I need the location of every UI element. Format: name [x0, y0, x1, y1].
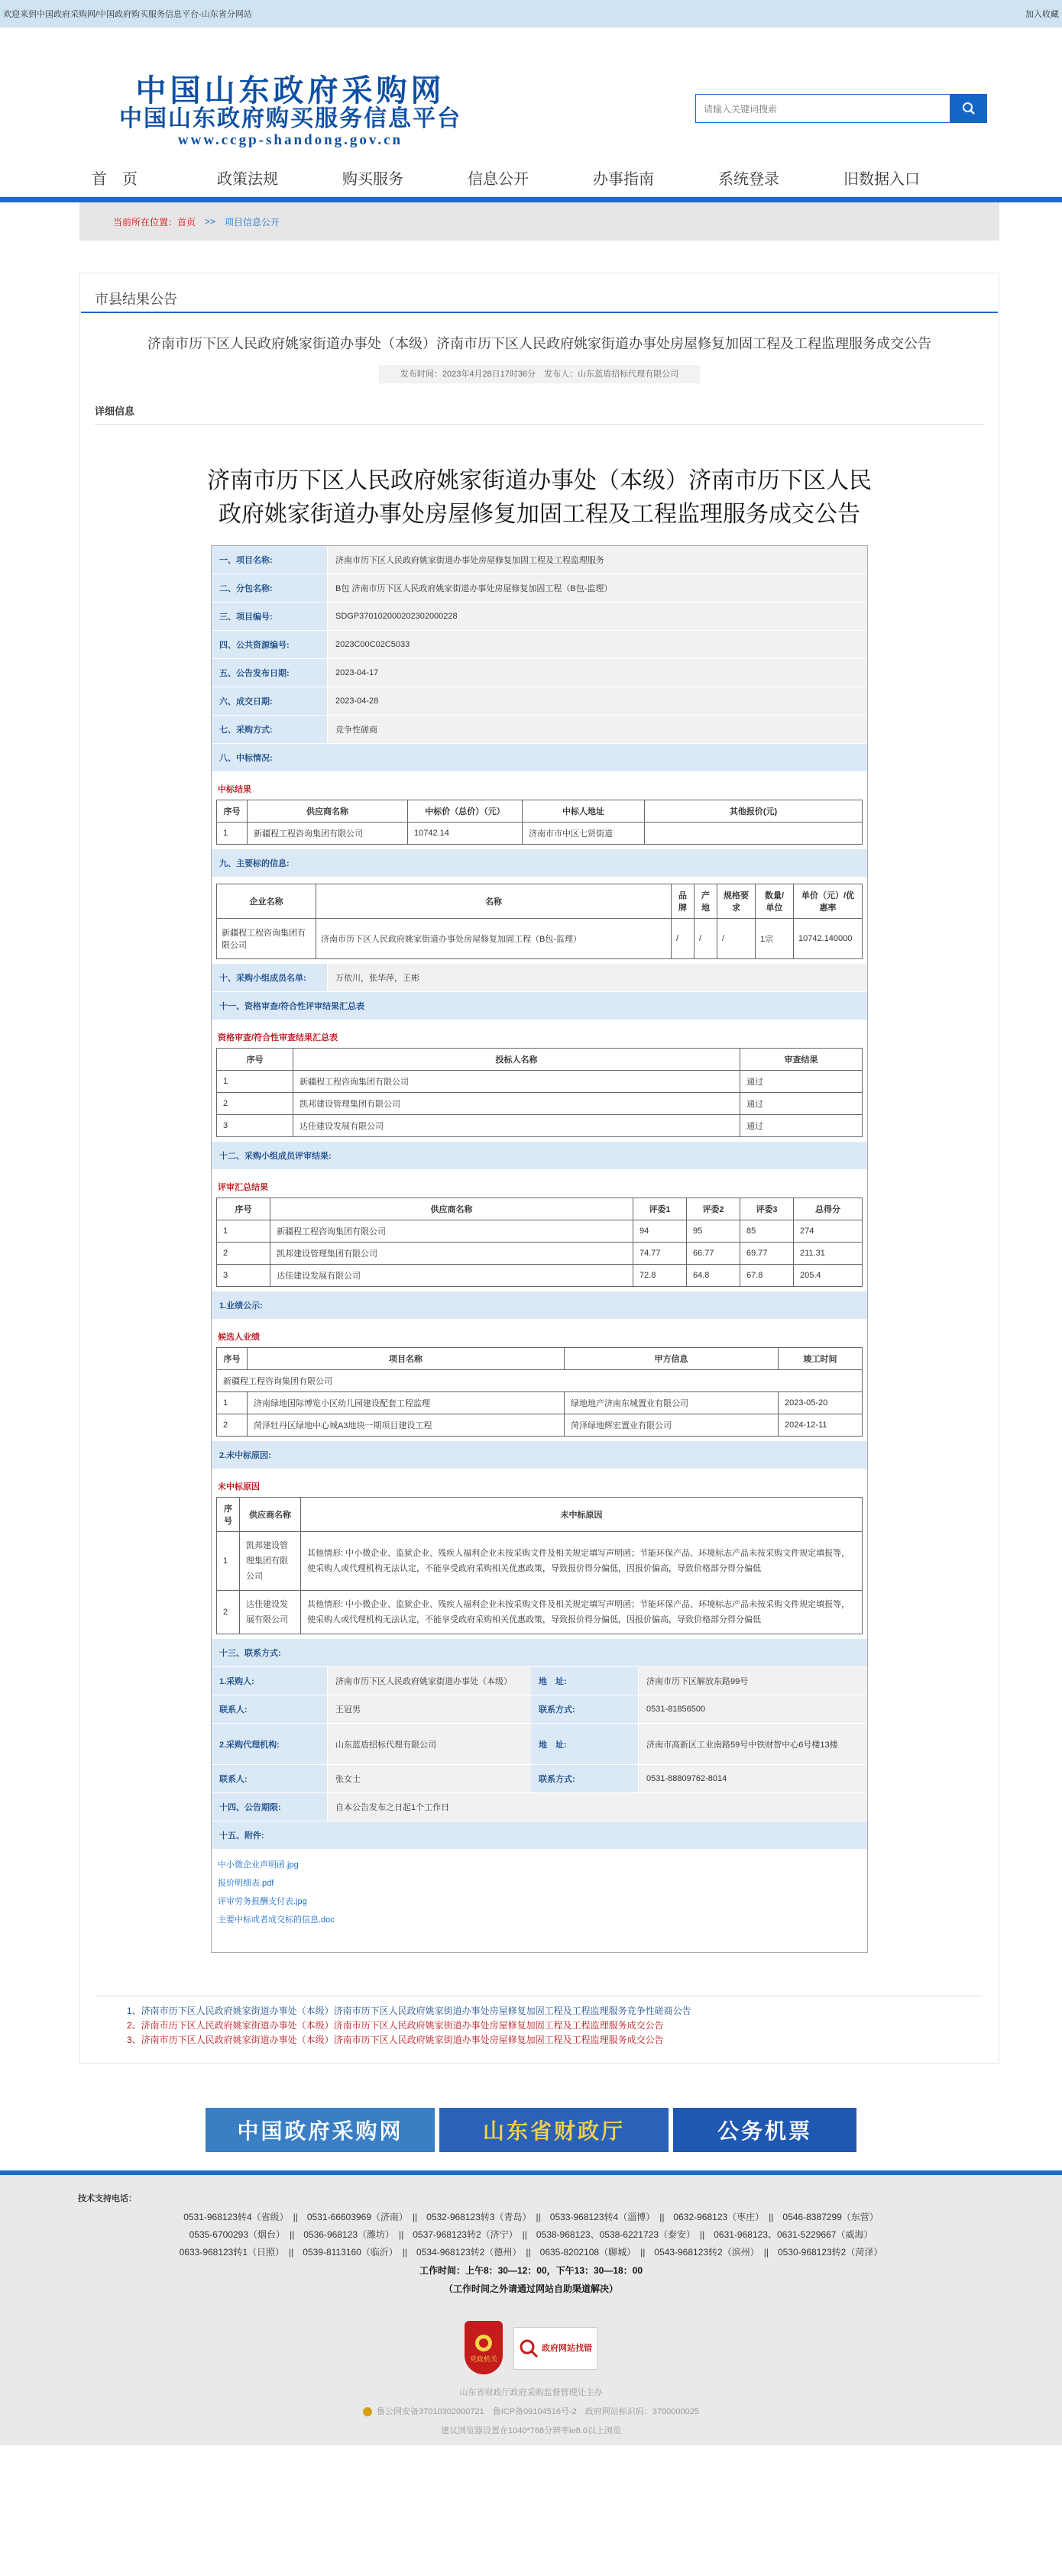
- table-cell: 3: [217, 1265, 270, 1287]
- nav-item[interactable]: 购买服务: [342, 170, 403, 188]
- table-cell: 达佳建设发展有限公司: [270, 1265, 633, 1287]
- footer-icp: [0, 2403, 1062, 2422]
- attachment-link[interactable]: 主要中标或者成交标的信息.doc: [218, 1915, 335, 1925]
- table-cell: 2: [217, 1591, 240, 1634]
- panel-row: [212, 964, 867, 992]
- contact-value: 济南市历下区人民政府姚家街道办事处（本级）: [328, 1667, 531, 1695]
- top-bar: [0, 0, 1062, 27]
- table-cell: 10742.140000: [794, 919, 863, 959]
- panel-key: 十、采购小组成员名单:: [212, 964, 328, 991]
- table-row: [217, 1115, 863, 1137]
- table-row: [217, 1243, 863, 1265]
- contact-value: 王冠男: [328, 1695, 531, 1723]
- info-value: 竞争性磋商: [328, 716, 867, 743]
- related-link[interactable]: 2、济南市历下区人民政府姚家街道办事处（本级）济南市历下区人民政府姚家街道办事处房屋修复加固工程及工程监理服务成交公告: [127, 2020, 664, 2031]
- related-link[interactable]: 3、济南市历下区人民政府姚家街道办事处（本级）济南市历下区人民政府姚家街道办事处房屋修复加固工程及工程监理服务成交公告: [127, 2035, 664, 2045]
- table-row: [217, 1591, 863, 1634]
- tech-support-label: 技术支持电话：: [78, 2194, 137, 2203]
- work-hours: 工作时间：上午8：30—12：00，下午13：30—18：00: [419, 2265, 643, 2276]
- table-row: [217, 1093, 863, 1115]
- column-header: 规格要求: [717, 884, 756, 919]
- table-cell: 凯邦建设管理集团有限公司: [240, 1532, 301, 1591]
- table-cell: 85: [740, 1220, 794, 1243]
- column-header: 评委1: [633, 1198, 687, 1220]
- winner-subtitle: 中标结果: [218, 785, 251, 794]
- detail-label: 详细信息: [95, 403, 984, 425]
- contact-key: 联系人:: [212, 1765, 328, 1792]
- column-header: 竣工时间: [779, 1348, 863, 1370]
- column-header: 序号: [217, 1498, 240, 1532]
- banner-finance-label: 山东省财政厅: [482, 2119, 625, 2144]
- table-header-row: [217, 1198, 863, 1220]
- table-row: [217, 823, 863, 845]
- column-header: 审查结果: [740, 1049, 863, 1071]
- nav-item[interactable]: 首 页: [92, 170, 138, 188]
- table-cell: 新疆程工程咨询集团有限公司: [270, 1220, 633, 1243]
- site-error-report-badge[interactable]: [513, 2327, 597, 2370]
- table-row: [217, 1265, 863, 1287]
- table-cell: 绿地地产济南东城置业有限公司: [565, 1392, 779, 1414]
- nav-item[interactable]: 办事指南: [593, 170, 654, 188]
- table-header-row: [217, 1049, 863, 1071]
- table-cell: 1宗: [756, 919, 794, 959]
- article-title: 济南市历下区人民政府姚家街道办事处（本级）济南市历下区人民政府姚家街道办事处房屋修复加固工程及工程监理服务成交公告: [147, 336, 931, 351]
- table-cell: 其他情形: 中小微企业、监狱企业、残疾人福利企业未按采购文件及相关规定填写声明函；节能环保产品、环境标志产品未按采购文件规定填报等，使采购人或代理机构无法认定，不能享受政府采购相关优惠政策，导致报价得分偏低，因报价偏高，导致价格部分得分偏低: [301, 1591, 863, 1634]
- table-cell: /: [695, 919, 717, 959]
- winner-band: 八、中标情况:: [212, 744, 867, 772]
- info-key: 四、公共资源编号:: [212, 631, 328, 658]
- table-cell: 2024-12-11: [779, 1414, 863, 1437]
- support-phones: [0, 2209, 1062, 2261]
- table-cell: 新疆程工程咨询集团有限公司: [217, 919, 316, 959]
- column-header: 单价（元）/优惠率: [794, 884, 863, 919]
- lose-table: [216, 1497, 863, 1634]
- table-cell: 10742.14: [408, 823, 523, 845]
- announcement-document: [211, 545, 868, 1953]
- badge2-label: 政府网站找错: [542, 2344, 592, 2353]
- column-header: 未中标原因: [301, 1498, 863, 1532]
- table-row: [217, 1370, 863, 1392]
- table-cell: 205.4: [794, 1265, 863, 1287]
- column-header: 中标价（总价）（元）: [408, 800, 523, 823]
- info-value: 2023-04-28: [328, 687, 867, 715]
- search-box: [695, 94, 987, 123]
- table-cell: 74.77: [633, 1243, 687, 1265]
- table-header-row: [217, 800, 863, 823]
- notice-period-key: 十四、公告期限:: [212, 1793, 328, 1821]
- info-value: SDGP370102000202302000228: [328, 603, 867, 630]
- table-cell: /: [717, 919, 756, 959]
- scores-table: [216, 1198, 863, 1287]
- badge1-label: 党政机关: [469, 2355, 497, 2363]
- table-cell: 达佳建设发展有限公司: [240, 1591, 301, 1634]
- column-header: 评委2: [687, 1198, 740, 1220]
- qual-subtitle: 资格审查/符合性审查结果汇总表: [218, 1033, 338, 1042]
- table-cell: 2: [217, 1414, 248, 1437]
- column-header: 投标人名称: [293, 1049, 740, 1071]
- contact-value-2: 济南市历下区解放东路99号: [638, 1667, 867, 1695]
- column-header: 总得分: [794, 1198, 863, 1220]
- info-row: [212, 716, 867, 744]
- table-cell: 2023-05-20: [779, 1392, 863, 1414]
- contact-row: [212, 1695, 867, 1724]
- info-key: 三、项目编号:: [212, 603, 328, 630]
- table-cell: 新疆程工程咨询集团有限公司: [293, 1071, 740, 1093]
- perf-company: 新疆程工程咨询集团有限公司: [217, 1370, 863, 1392]
- column-header: 甲方信息: [565, 1348, 779, 1370]
- column-header: 序号: [217, 1049, 293, 1071]
- logo-line-1: 中国山东政府采购网: [135, 73, 445, 108]
- table-cell: 211.31: [794, 1243, 863, 1265]
- related-list: [96, 1996, 983, 2048]
- perf-band: 1.业绩公示:: [212, 1291, 867, 1320]
- table-row: [217, 1392, 863, 1414]
- search-button[interactable]: [950, 94, 987, 123]
- column-header: 序号: [217, 1198, 270, 1220]
- search-input[interactable]: 请输入关键词搜索: [695, 94, 950, 123]
- table-cell: 1: [217, 823, 248, 845]
- nav-item[interactable]: 政策法规: [217, 170, 278, 188]
- contact-key: 2.采购代理机构:: [212, 1724, 328, 1764]
- column-header: 序号: [217, 1348, 248, 1370]
- table-cell: 通过: [740, 1093, 863, 1115]
- table-row: [217, 919, 863, 959]
- table-row: [217, 1220, 863, 1243]
- table-cell: 274: [794, 1220, 863, 1243]
- column-header: 供应商名称: [248, 800, 408, 823]
- logo-url: www.ccgp-shandong.gov.cn: [177, 132, 403, 148]
- document-title: [157, 464, 921, 532]
- contact-band: 十三、联系方式:: [212, 1639, 867, 1667]
- table-cell: 72.8: [633, 1265, 687, 1287]
- table-cell: 济南绿地国际博览小区幼儿园建设配套工程监理: [248, 1392, 565, 1414]
- column-header: 其他报价(元): [645, 800, 863, 823]
- contact-row: [212, 1765, 867, 1793]
- footer-icp-text: 鲁公网安备37010302000721 鲁ICP备09104516号-2 政府网站标识码：3700000025: [377, 2407, 699, 2416]
- info-key: 五、公告发布日期:: [212, 659, 328, 687]
- notice-period-value: 自本公告发布之日起1个工作日: [328, 1793, 867, 1821]
- panel-value: 万依川，张华萍，王彬: [328, 964, 867, 991]
- table-cell: 1: [217, 1392, 248, 1414]
- table-cell: 3: [217, 1115, 293, 1137]
- site-footer: [0, 2175, 1062, 2445]
- contact-value-2: 济南市高新区工业南路59号中铁财智中心6号楼13楼: [638, 1724, 867, 1764]
- site-logo[interactable]: [92, 75, 489, 150]
- table-row: [217, 1071, 863, 1093]
- table-cell: 66.77: [687, 1243, 740, 1265]
- contact-key: 联系人:: [212, 1695, 328, 1723]
- table-row: [217, 1532, 863, 1591]
- section-title: 市县结果公告: [81, 273, 998, 313]
- table-cell: 通过: [740, 1071, 863, 1093]
- contact-key-2: 地 址:: [531, 1724, 638, 1764]
- police-icon: [363, 2407, 372, 2416]
- document-title-line-2: 政府姚家街道办事处房屋修复加固工程及工程监理服务成交公告: [219, 501, 860, 528]
- info-key: 一、项目名称:: [212, 546, 328, 574]
- info-value: 2023-04-17: [328, 659, 867, 687]
- column-header: 中标人地址: [523, 800, 645, 823]
- table-cell: 1: [217, 1220, 270, 1243]
- table-cell: 达佳建设发展有限公司: [293, 1115, 740, 1137]
- table-cell: 1: [217, 1532, 240, 1591]
- table-cell: 95: [687, 1220, 740, 1243]
- info-key: 七、采购方式:: [212, 716, 328, 743]
- contact-key: 1.采购人:: [212, 1667, 328, 1695]
- table-cell: 2: [217, 1243, 270, 1265]
- lose-subtitle: 未中标原因: [218, 1482, 260, 1492]
- site-header: [0, 27, 1062, 157]
- table-cell: 济南市市中区七贤街道: [523, 823, 645, 845]
- document-title-line-1: 济南市历下区人民政府姚家街道办事处（本级）济南市历下区人民: [207, 467, 872, 494]
- related-link[interactable]: 1、济南市历下区人民政府姚家街道办事处（本级）济南市历下区人民政府姚家街道办事处房屋修复加固工程及工程监理服务竞争性磋商公告: [127, 2006, 691, 2016]
- breadcrumb-home[interactable]: 当前所在位置：首页: [113, 216, 196, 228]
- winner-table: [216, 800, 863, 845]
- scores-subtitle: 评审汇总结果: [218, 1183, 268, 1192]
- phone-line: 0535-6700293（烟台） || 0536-968123（潍坊） || 0537-968123转2（济宁） || 0538-968123、0538-6221723（泰安） || 0631-968123、0631-5229667（威海）: [189, 2229, 873, 2240]
- party-government-badge[interactable]: [465, 2321, 503, 2374]
- contact-key-2: 联系方式:: [531, 1695, 638, 1723]
- table-cell: 其他情形: 中小微企业、监狱企业、残疾人福利企业未按采购文件及相关规定填写声明函；节能环保产品、环境标志产品未按采购文件规定填报等，使采购人或代理机构无法认定，不能享受政府采购相关优惠政策，导致报价得分偏低，因报价偏高，导致价格部分得分偏低: [301, 1532, 863, 1591]
- items-table: [216, 884, 863, 959]
- magnifier-icon: [519, 2338, 539, 2358]
- table-cell: 64.8: [687, 1265, 740, 1287]
- contact-key-2: 地 址:: [531, 1667, 638, 1695]
- info-row: [212, 546, 867, 574]
- qual-table: [216, 1048, 863, 1137]
- logo-line-2: 中国山东政府购买服务信息平台: [119, 105, 461, 132]
- info-key: 六、成交日期:: [212, 687, 328, 715]
- main-nav: [0, 157, 1062, 197]
- column-header: 名称: [316, 884, 672, 919]
- contact-value: 山东蓝盾招标代理有限公司: [328, 1724, 531, 1764]
- table-cell: 菏泽牡丹区绿地中心城A3地块一期项目建设工程: [248, 1414, 565, 1437]
- column-header: 项目名称: [248, 1348, 565, 1370]
- banner-flight-tickets[interactable]: [673, 2108, 856, 2152]
- breadcrumb-separator: >>: [205, 216, 216, 227]
- phone-line: 0531-968123转4（省级） || 0531-66603969（济南） || 0532-968123转3（青岛） || 0533-968123转4（淄博） || 0632-968123（枣庄） || 0546-8387299（东营）: [183, 2212, 879, 2222]
- contact-value: 张女士: [328, 1765, 531, 1792]
- phone-line: 0633-968123转1（日照） || 0539-8113160（临沂） || 0534-968123转2（德州） || 0635-8202108（聊城） || 0543-968123转2（滨州） || 0530-968123转2（菏泽）: [179, 2247, 883, 2258]
- info-row: [212, 687, 867, 716]
- table-row: [217, 1414, 863, 1437]
- lose-band: 2.未中标原因:: [212, 1441, 867, 1469]
- column-header: 品牌: [672, 884, 695, 919]
- welcome-text: 欢迎来到中国政府采购网/中国政府购买服务信息平台-山东省分网站: [3, 10, 252, 19]
- table-cell: [645, 823, 863, 845]
- banner-flight-label: 公务机票: [717, 2119, 812, 2144]
- banner-ccgp-label: 中国政府采购网: [237, 2119, 403, 2144]
- table-cell: 菏泽绿地辉宏置业有限公司: [565, 1414, 779, 1437]
- column-header: 序号: [217, 800, 248, 823]
- work-hours-note: （工作时间之外请通过网站自助渠道解决）: [443, 2283, 618, 2294]
- info-key: 二、分包名称:: [212, 574, 328, 602]
- banner-finance-dept[interactable]: [439, 2108, 669, 2152]
- footer-browser-note: 建议浏览器设置在1040*768分辨率ie8.0以上浏览: [441, 2426, 621, 2435]
- table-cell: 94: [633, 1220, 687, 1243]
- nav-item[interactable]: 系统登录: [718, 170, 779, 188]
- info-value: 2023C00C02C5033: [328, 631, 867, 658]
- perf-subtitle: 候选人业绩: [218, 1333, 260, 1342]
- column-header: 数量/单位: [756, 884, 794, 919]
- contact-key-2: 联系方式:: [531, 1765, 638, 1792]
- table-header-row: [217, 1498, 863, 1532]
- banner-strip: [0, 2108, 1062, 2152]
- info-row: [212, 631, 867, 659]
- column-header: 供应商名称: [270, 1198, 633, 1220]
- breadcrumb-current[interactable]: 项目信息公开: [225, 216, 280, 228]
- info-value: B包 济南市历下区人民政府姚家街道办事处房屋修复加固工程（B包-监理）: [328, 574, 867, 602]
- info-value: 济南市历下区人民政府姚家街道办事处房屋修复加固工程及工程监理服务: [328, 546, 867, 574]
- table-cell: 67.8: [740, 1265, 794, 1287]
- contact-row: [212, 1667, 867, 1695]
- nav-divider: [0, 197, 1062, 202]
- notice-period-row: [212, 1793, 867, 1821]
- column-header: 供应商名称: [240, 1498, 301, 1532]
- table-cell: /: [672, 919, 695, 959]
- search-icon: [962, 102, 976, 115]
- content-panel: [79, 273, 999, 2064]
- table-cell: 2: [217, 1093, 293, 1115]
- table-cell: 新疆程工程咨询集团有限公司: [248, 823, 408, 845]
- nav-item[interactable]: 信息公开: [468, 170, 529, 188]
- info-row: [212, 659, 867, 687]
- perf-table: [216, 1347, 863, 1437]
- table-header-row: [217, 884, 863, 919]
- column-header: 评委3: [740, 1198, 794, 1220]
- article-meta: 发布时间：2023年4月28日17时36分 发布人：山东蓝盾招标代理有限公司: [379, 365, 700, 383]
- attachment-list: [212, 1850, 867, 1952]
- attach-band: 十五、附件:: [212, 1821, 867, 1850]
- breadcrumb: [79, 202, 999, 241]
- items-band: 九、主要标的信息:: [212, 849, 867, 878]
- info-row: [212, 603, 867, 631]
- footer-info: [0, 2374, 1062, 2445]
- footer-sponsor: 山东省财政厅政府采购监督管理处主办: [459, 2388, 603, 2397]
- info-row: [212, 574, 867, 603]
- contact-value-2: 0531-88809762-8014: [638, 1765, 867, 1792]
- emblem-icon: [473, 2332, 494, 2354]
- table-cell: 69.77: [740, 1243, 794, 1265]
- column-header: 产地: [695, 884, 717, 919]
- nav-item[interactable]: 旧数据入口: [843, 170, 920, 188]
- table-cell: 凯邦建设管理集团有限公司: [293, 1093, 740, 1115]
- column-header: 企业名称: [217, 884, 316, 919]
- scores-band: 十二、采购小组成员评审结果:: [212, 1142, 867, 1170]
- table-cell: 凯邦建设管理集团有限公司: [270, 1243, 633, 1265]
- contact-value-2: 0531-81856500: [638, 1695, 867, 1723]
- table-cell: 济南市历下区人民政府姚家街道办事处房屋修复加固工程（B包-监理）: [316, 919, 672, 959]
- table-cell: 通过: [740, 1115, 863, 1137]
- table-header-row: [217, 1348, 863, 1370]
- attachment-link[interactable]: 报价明细表.pdf: [218, 1879, 274, 1888]
- footer-badges: [0, 2321, 1062, 2374]
- qual-band: 十一、资格审查/符合性评审结果汇总表: [212, 992, 867, 1020]
- banner-ccgp[interactable]: [206, 2108, 435, 2152]
- add-favorite-link[interactable]: 加入收藏: [1025, 10, 1059, 19]
- attachment-link[interactable]: 中小微企业声明函.jpg: [218, 1860, 299, 1870]
- contact-row: [212, 1724, 867, 1765]
- table-cell: 1: [217, 1071, 293, 1093]
- attachment-link[interactable]: 评审劳务报酬支付表.jpg: [218, 1897, 307, 1906]
